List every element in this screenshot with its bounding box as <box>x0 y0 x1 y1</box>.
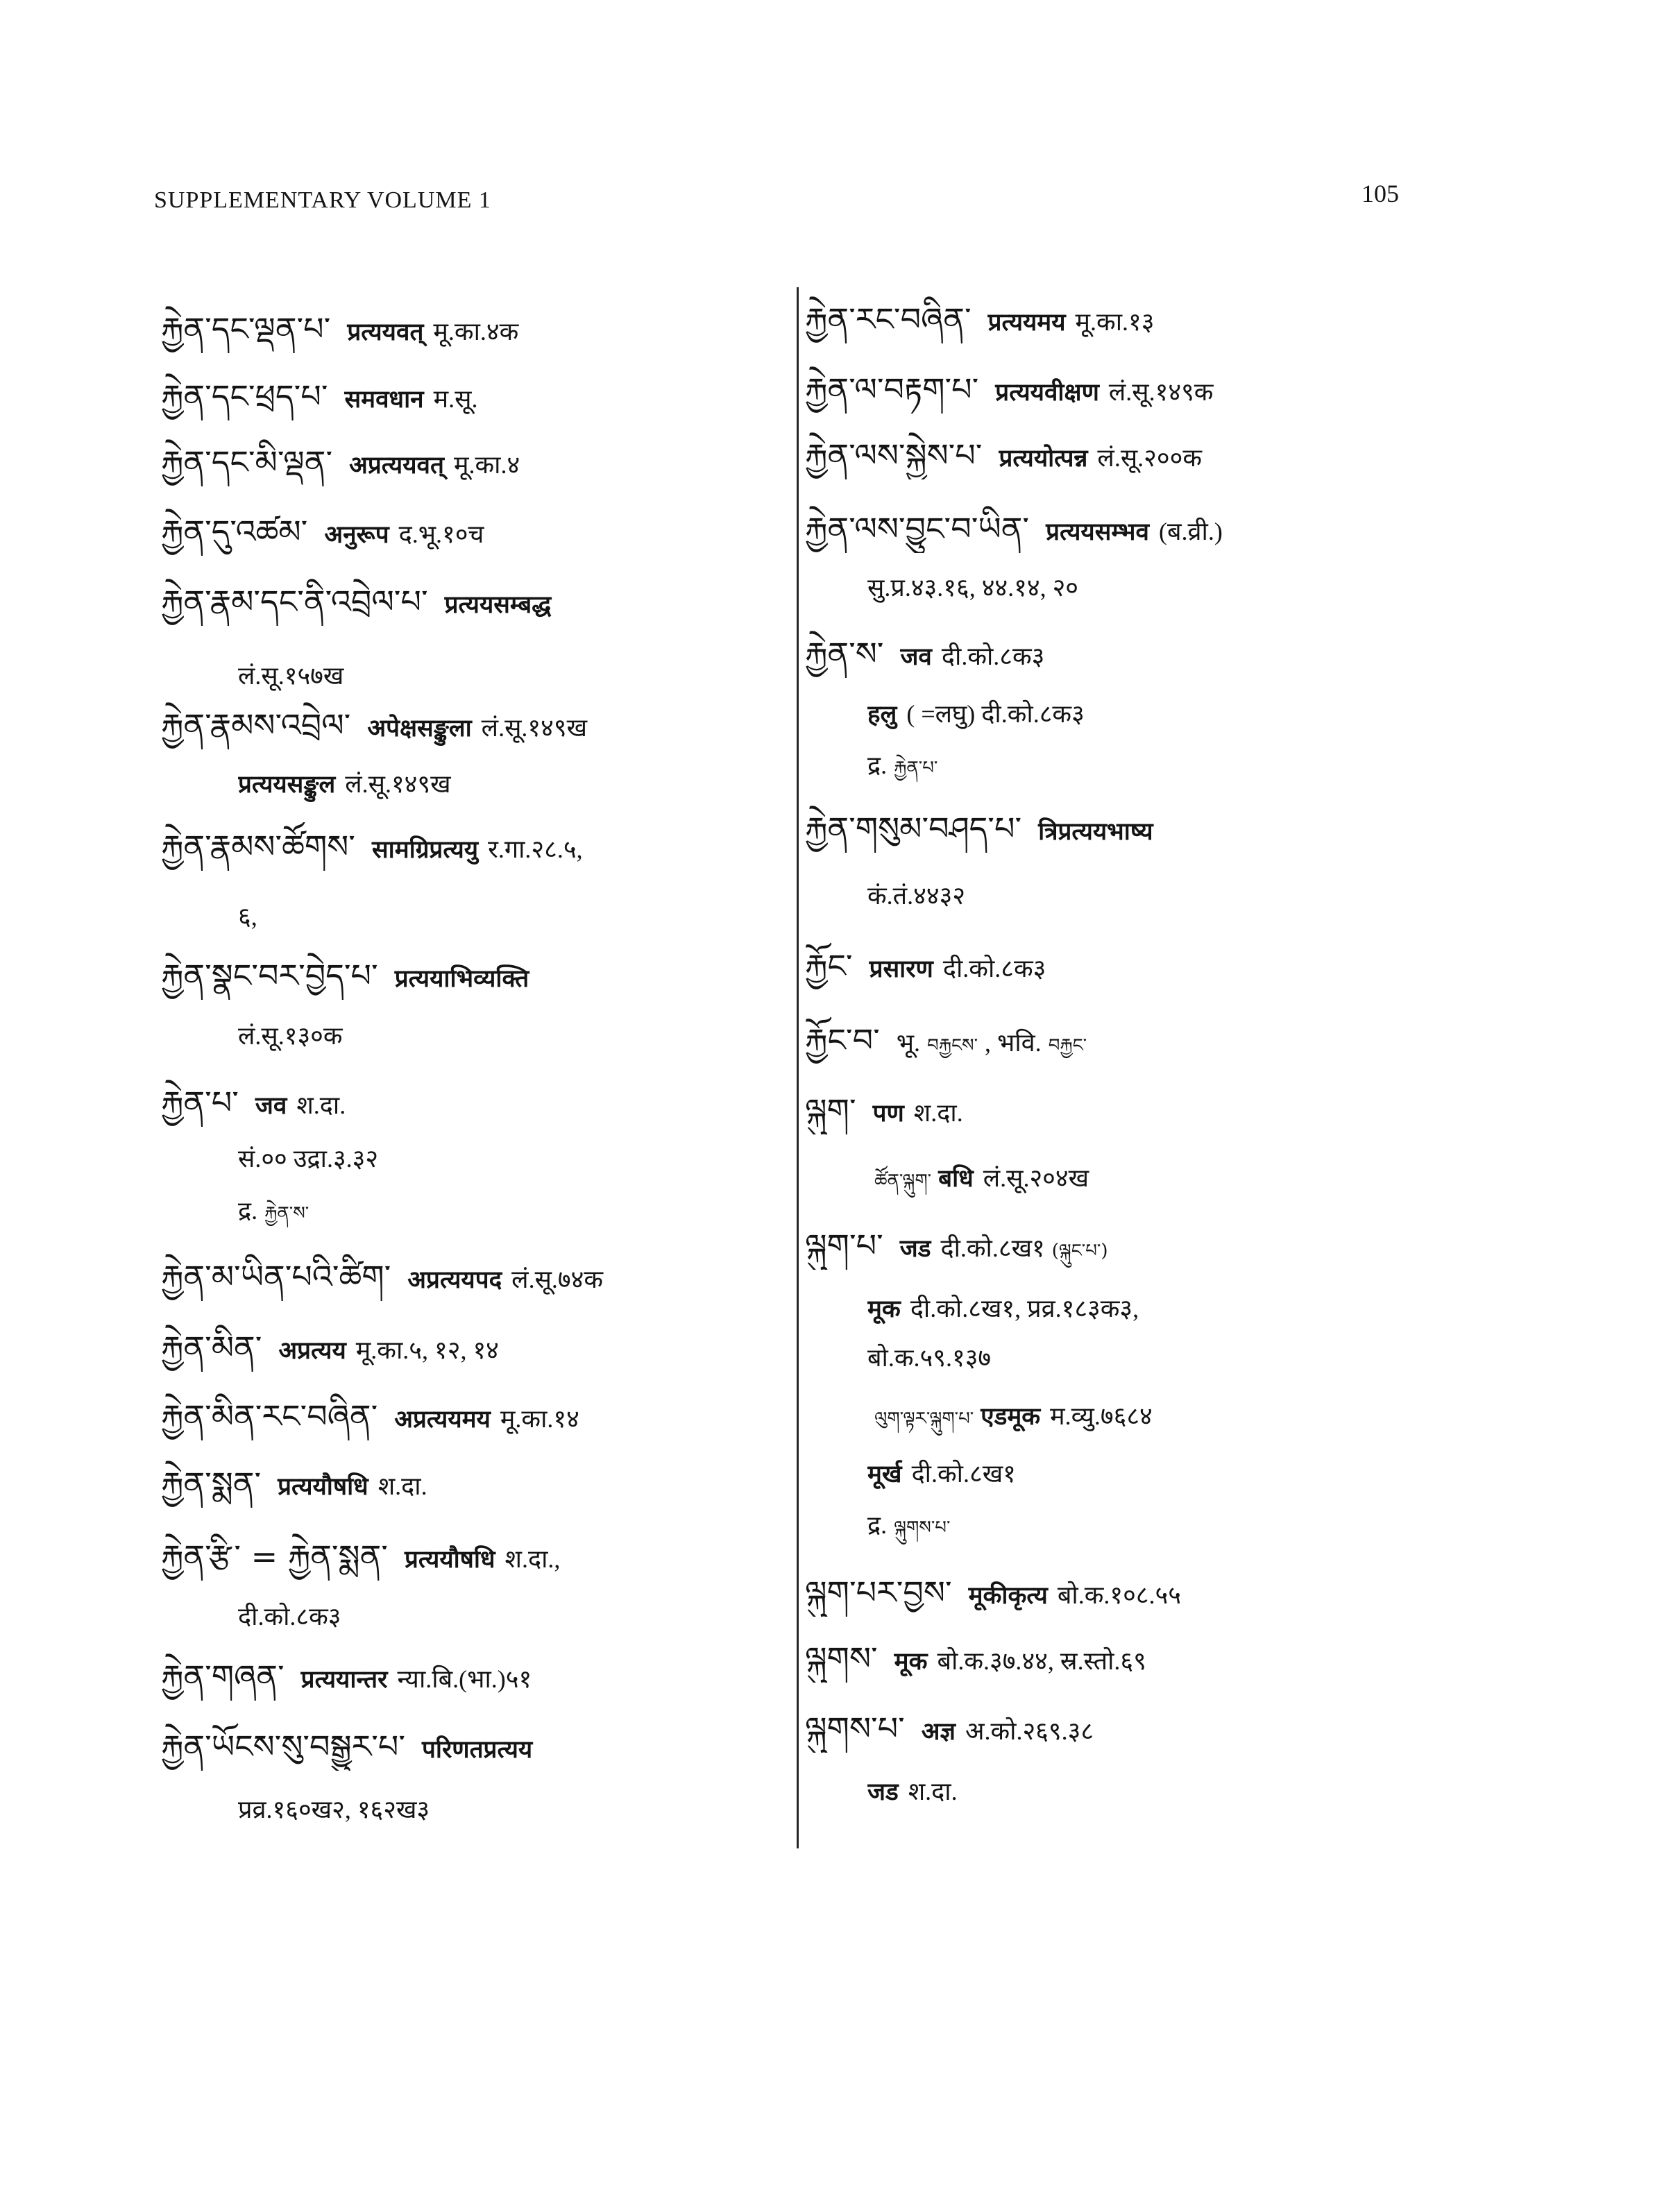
dictionary-line <box>161 305 786 353</box>
dictionary-line <box>161 701 786 749</box>
source-reference: दी.को.८क३ <box>238 1603 341 1631</box>
dictionary-line <box>805 295 1541 343</box>
tibetan-cross-reference: ལྐུགས་པ་ <box>894 1517 951 1538</box>
cross-reference-label: द्र. <box>867 751 888 779</box>
dictionary-line <box>805 1704 1541 1753</box>
source-reference: लं.सू.७४क <box>511 1266 604 1293</box>
dictionary-line <box>805 942 1541 990</box>
tibetan-headword: རྐྱེན་མ་ཡིན་པའི་ཚིག་ <box>161 1258 391 1295</box>
sanskrit-equivalent: प्रत्ययान्तर <box>300 1666 388 1693</box>
tibetan-headword: རྐྱེན་ཡོངས་སུ་བསྒྱུར་པ་ <box>161 1728 406 1765</box>
tibetan-headword: རྐྱོང་ <box>805 947 853 985</box>
sanskrit-equivalent: प्रत्ययसम्भव <box>1046 518 1149 545</box>
grammar-label: भू. <box>896 1029 921 1057</box>
dictionary-line <box>161 1323 786 1372</box>
tibetan-future-form: བརྐྱང་ <box>1048 1035 1087 1056</box>
source-reference: दी.को.८क३ <box>942 955 1046 982</box>
dictionary-line <box>867 1767 1541 1816</box>
sanskrit-equivalent: प्रत्ययसङ्कुल <box>238 771 336 798</box>
source-reference: म.सू. <box>433 385 478 413</box>
dictionary-line <box>161 577 786 626</box>
tibetan-headword: ལྐུག་པར་བྱས་ <box>805 1574 952 1611</box>
source-reference: बो.क.३७.४४, स्र.स्तो.६९ <box>937 1647 1146 1675</box>
source-reference: सं.०० उद्रा.३.३२ <box>238 1145 379 1173</box>
tibetan-headword: རྐྱེན་རྣམས་ཚོགས་ <box>161 828 355 865</box>
tibetan-headword: ལྐུགས་པ་ <box>805 1710 905 1747</box>
source-reference: लं.सू.१३०क <box>238 1022 343 1050</box>
source-reference: लं.सू.१४९क <box>1108 378 1214 406</box>
dictionary-line <box>867 871 1541 920</box>
source-reference: म.व्यु.७६८४ <box>1050 1402 1153 1430</box>
tibetan-headword: རྐྱེན་རྩི་ = རྐྱེན་སྨན་ <box>161 1538 388 1575</box>
sanskrit-equivalent: प्रत्ययमय <box>987 309 1066 336</box>
sanskrit-equivalent: मूक <box>867 1295 901 1322</box>
sanskrit-equivalent: अप्रत्ययमय <box>394 1406 491 1433</box>
sanskrit-equivalent: हलु <box>867 701 897 728</box>
sanskrit-equivalent: अज्ञ <box>921 1718 956 1745</box>
tibetan-headword: རྐྱེན་ལས་སྐྱེས་པ་ <box>805 436 983 474</box>
source-reference: श.दा. <box>377 1472 427 1500</box>
dictionary-line <box>867 1154 1541 1202</box>
source-reference: श.दा. <box>913 1099 963 1127</box>
source-reference: लं.सू.१४९ख <box>345 770 451 798</box>
dictionary-line <box>238 652 786 700</box>
dictionary-line <box>805 1568 1541 1617</box>
source-reference: मू.का.१३ <box>1075 308 1155 336</box>
tibetan-variant: (ལྐུང་པ་) <box>1051 1241 1108 1261</box>
tibetan-headword: ལྐུག་པ་ <box>805 1227 883 1264</box>
source-reference: बो.क.१०८.५५ <box>1057 1581 1181 1609</box>
sanskrit-equivalent: अप्रत्यय <box>278 1337 346 1364</box>
tibetan-headword: རྐྱེན་གཞན་ <box>161 1658 285 1695</box>
dictionary-line <box>805 365 1541 414</box>
source-reference: श.दा. <box>908 1778 958 1805</box>
sanskrit-equivalent: जव <box>255 1092 287 1119</box>
dictionary-line <box>161 1532 786 1581</box>
tibetan-headword: ལྐུགས་ <box>805 1640 878 1677</box>
grammar-label: , भवि. <box>985 1029 1042 1057</box>
tibetan-headword: རྐྱེན་དང་ལྡན་པ་ <box>161 310 331 348</box>
dictionary-line <box>867 1501 1541 1549</box>
tibetan-cross-reference: རྐྱེན་ས་ <box>264 1203 309 1224</box>
dictionary-line <box>805 1221 1541 1270</box>
tibetan-headword: རྐྱེན་མིན་ <box>161 1329 262 1366</box>
sanskrit-equivalent: प्रत्ययसम्बद्ध <box>444 591 552 618</box>
sanskrit-equivalent: प्रसारण <box>869 955 933 982</box>
source-reference: मू.का.५, १२, १४ <box>355 1336 499 1364</box>
dictionary-line <box>238 892 786 941</box>
source-reference: श.दा. <box>296 1091 346 1119</box>
source-reference: ६, <box>238 903 257 930</box>
sanskrit-equivalent: त्रिप्रत्ययभाष्य <box>1038 818 1153 845</box>
sanskrit-equivalent: परिणतप्रत्यय <box>422 1736 533 1763</box>
dictionary-line <box>867 563 1541 612</box>
dictionary-line <box>867 741 1541 790</box>
tibetan-cross-reference: རྐྱེན་པ་ <box>894 758 938 779</box>
tibetan-headword: རྐྱེན་པ་ <box>161 1084 239 1121</box>
dictionary-line <box>805 1086 1541 1134</box>
sanskrit-equivalent: प्रत्ययौषधि <box>278 1473 368 1500</box>
dictionary-line <box>805 431 1541 479</box>
tibetan-headword: རྐྱེན་སྨན་ <box>161 1465 262 1502</box>
sanskrit-equivalent: प्रत्ययवत् <box>347 318 424 346</box>
source-reference: (ब.व्री.) <box>1158 518 1223 545</box>
dictionary-line <box>805 504 1541 553</box>
sanskrit-equivalent: समवधान <box>344 386 424 413</box>
source-reference: मू.का.४ <box>453 451 520 479</box>
dictionary-line <box>238 760 786 808</box>
dictionary-line <box>867 690 1541 738</box>
source-reference: लं.सू.१४९ख <box>481 714 588 742</box>
source-reference: द.भू.१०च <box>398 520 484 548</box>
tibetan-headword: རྐྱེན་དུ་འཚམ་ <box>161 513 308 550</box>
source-reference: सु.प्र.४३.१६, ४४.१४, २० <box>867 574 1079 602</box>
source-reference: प्रव्र.१६०ख२, १६२ख३ <box>238 1796 430 1823</box>
dictionary-line <box>161 1459 786 1508</box>
dictionary-line <box>161 1392 786 1440</box>
sanskrit-equivalent: प्रत्ययौषधि <box>404 1546 495 1573</box>
tibetan-headword: རྐྱེན་རང་བཞིན་ <box>805 300 971 338</box>
source-reference: र.गा.२८.५, <box>488 835 583 863</box>
sanskrit-equivalent: मूर्ख <box>867 1461 902 1488</box>
dictionary-line <box>867 1449 1541 1498</box>
tibetan-headword: རྐྱེན་ལས་བྱུང་བ་ཡིན་ <box>805 510 1030 547</box>
dictionary-line <box>867 1392 1541 1440</box>
sanskrit-equivalent: एडमूक <box>981 1403 1041 1430</box>
dictionary-line <box>238 1012 786 1060</box>
tibetan-headword: ལྐུག་ <box>805 1091 856 1129</box>
source-reference: श.दा., <box>504 1545 561 1573</box>
tibetan-headword: རྐྱེན་གསུམ་བཤད་པ་ <box>805 810 1022 847</box>
dictionary-line <box>805 804 1541 853</box>
dictionary-line <box>238 1592 786 1641</box>
dictionary-line <box>805 629 1541 678</box>
source-reference: कं.तं.४४३२ <box>867 882 966 910</box>
dictionary-line <box>238 1134 786 1183</box>
source-reference: दी.को.८क३ <box>941 643 1045 670</box>
sanskrit-equivalent: जड <box>899 1235 931 1262</box>
source-reference: अ.को.२६९.३८ <box>965 1717 1094 1745</box>
tibetan-headword: རྐྱོང་བ་ <box>805 1021 880 1059</box>
source-reference: लं.सू.२००क <box>1097 444 1202 472</box>
tibetan-headword: རྐྱེན་རྣམ་དང་ནི་འབྲེལ་པ་ <box>161 583 428 620</box>
dictionary-line <box>161 507 786 556</box>
sanskrit-equivalent: जड <box>867 1778 899 1805</box>
sanskrit-equivalent: जव <box>900 643 932 670</box>
sanskrit-equivalent: प्रत्ययवीक्षण <box>995 379 1099 406</box>
sanskrit-equivalent: अप्रत्ययवत् <box>349 452 444 479</box>
tibetan-headword: རྐྱེན་མིན་རང་བཞིན་ <box>161 1397 378 1435</box>
sanskrit-equivalent: सामग्रिप्रत्ययु <box>371 836 479 863</box>
dictionary-line <box>805 1016 1541 1064</box>
tibetan-headword: རྐྱེན་ལ་བརྟག་པ་ <box>805 371 979 408</box>
sanskrit-equivalent: मूक <box>894 1648 928 1675</box>
tibetan-subentry: ལུག་ལྟར་ལྐུག་པ་ <box>874 1409 974 1429</box>
dictionary-line <box>805 1634 1541 1683</box>
source-reference: मू.का.४क <box>433 318 519 346</box>
source-reference: दी.को.८ख१ <box>911 1460 1016 1488</box>
tibetan-headword: རྐྱེན་དང་ཕྲད་པ་ <box>161 377 328 415</box>
tibetan-headword: རྐྱེན་ས་ <box>805 635 884 672</box>
source-reference: मू.का.१४ <box>500 1405 579 1433</box>
sanskrit-equivalent: प्रत्ययाभिव्यक्ति <box>394 965 529 992</box>
source-reference: ( =लघु) दी.को.८क३ <box>906 700 1085 728</box>
dictionary-line <box>161 1078 786 1127</box>
running-header: SUPPLEMENTARY VOLUME 1 <box>154 187 491 213</box>
page-number: 105 <box>1361 180 1399 207</box>
source-reference: बो.क.५९.१३७ <box>867 1344 992 1372</box>
dictionary-line <box>238 1785 786 1834</box>
sanskrit-equivalent: अपेक्षसङ्कुला <box>367 715 472 742</box>
dictionary-line <box>161 1252 786 1301</box>
tibetan-headword: རྐྱེན་སྣང་བར་བྱེད་པ་ <box>161 957 378 994</box>
dictionary-line <box>161 1722 786 1771</box>
sanskrit-equivalent: पण <box>872 1100 904 1127</box>
sanskrit-equivalent: अप्रत्ययपद <box>407 1266 502 1293</box>
dictionary-line <box>161 1652 786 1701</box>
column-divider <box>797 287 799 1848</box>
dictionary-line <box>161 372 786 420</box>
dictionary-line <box>161 822 786 871</box>
cross-reference-label: द्र. <box>867 1511 888 1539</box>
dictionary-line <box>867 1284 1541 1333</box>
sanskrit-equivalent: मूकीकृत्य <box>968 1582 1048 1609</box>
source-reference: न्या.बि.(भा.)५१ <box>397 1665 532 1693</box>
dictionary-line <box>161 438 786 486</box>
sanskrit-equivalent: बधि <box>938 1165 974 1192</box>
cross-reference-label: द्र. <box>238 1197 258 1225</box>
source-reference: लं.सू.१५७ख <box>238 662 344 690</box>
source-reference: दी.को.८ख१, प्रव्र.१८३क३, <box>910 1295 1139 1322</box>
sanskrit-equivalent: अनुरूप <box>324 521 389 548</box>
source-reference: लं.सू.२०४ख <box>983 1164 1089 1192</box>
dictionary-line <box>161 951 786 1000</box>
tibetan-headword: རྐྱེན་དང་མི་ལྡན་ <box>161 443 333 481</box>
tibetan-headword: རྐྱེན་རྣམས་འབྲེལ་ <box>161 706 351 744</box>
dictionary-line <box>238 1186 786 1235</box>
tibetan-subentry: ཚོན་ལྐུག་ <box>874 1171 932 1191</box>
source-reference: दी.को.८ख१ <box>940 1234 1045 1262</box>
dictionary-line <box>867 1334 1541 1382</box>
tibetan-past-form: བརྐྱངས་ <box>927 1035 978 1056</box>
sanskrit-equivalent: प्रत्ययोत्पन्न <box>999 445 1088 472</box>
